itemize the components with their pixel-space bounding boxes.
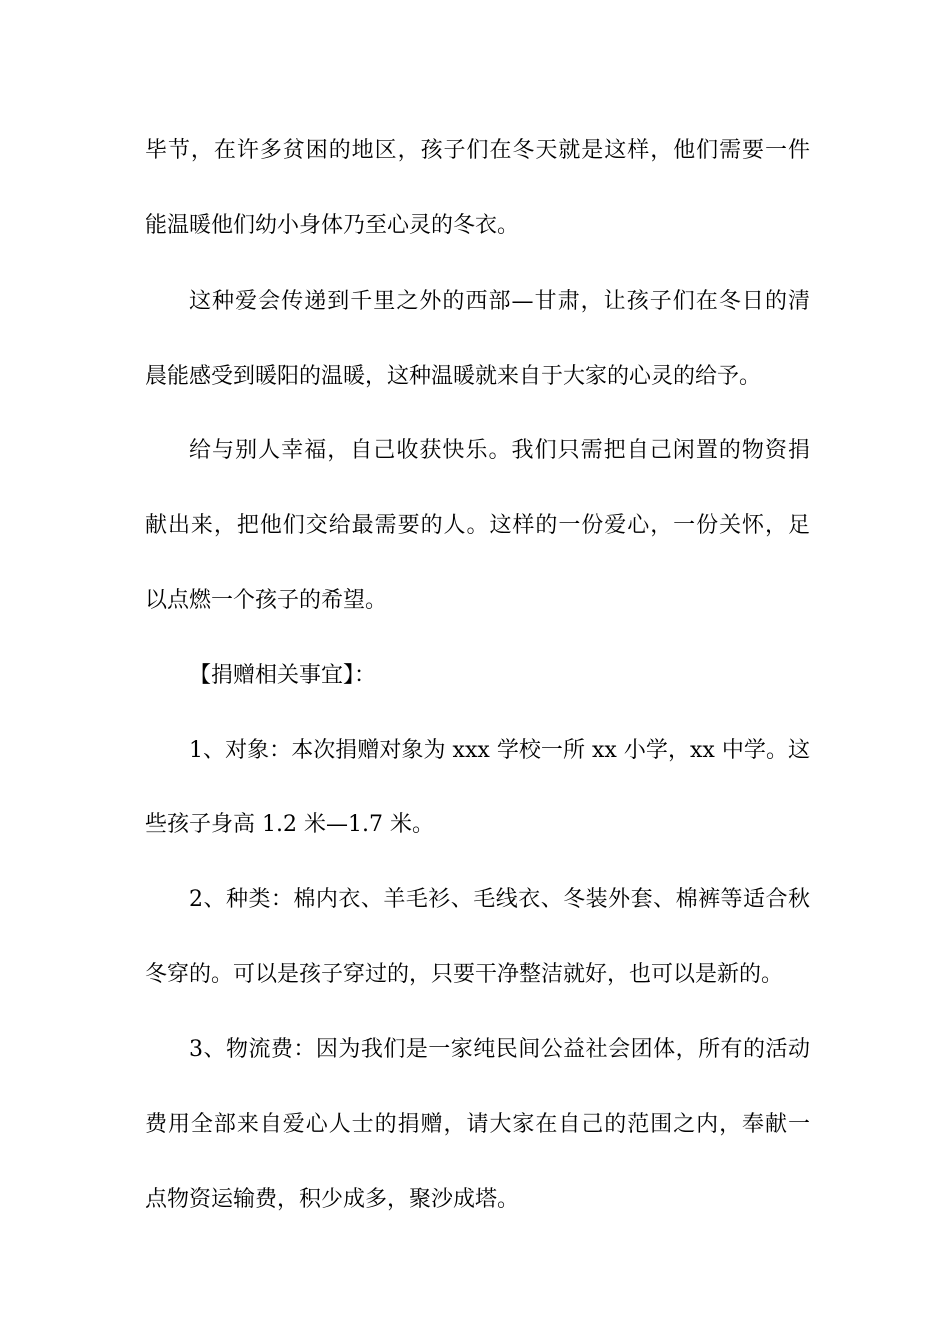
text-line: 以点燃一个孩子的希望。 [145,588,388,613]
text-line: 冬穿的。可以是孩子穿过的，只要干净整洁就好，也可以是新的。 [145,962,784,987]
text-line: 2、种类：棉内衣、羊毛衫、毛线衣、冬装外套、棉裤等适合秋 [189,887,810,912]
text-line: 献出来，把他们交给最需要的人。这样的一份爱心，一份关怀，足 [145,513,810,538]
text-line: 毕节，在许多贫困的地区，孩子们在冬天就是这样，他们需要一件 [145,138,810,163]
text-line: 晨能感受到暖阳的温暖，这种温暖就来自于大家的心灵的给予。 [145,364,762,389]
text-line: 给与别人幸福，自己收获快乐。我们只需把自己闲置的物资捐 [189,438,810,463]
section-heading: 【捐赠相关事宜】： [189,663,377,688]
text-line: 能温暖他们幼小身体乃至心灵的冬衣。 [145,213,520,238]
text-line: 1、对象：本次捐赠对象为 xxx 学校一所 xx 小学，xx 中学。这 [189,738,810,763]
text-line: 些孩子身高 1.2 米—1.7 米。 [145,812,434,837]
text-line: 点物资运输费，积少成多，聚沙成塔。 [145,1187,520,1212]
text-line: 3、物流费：因为我们是一家纯民间公益社会团体，所有的活动 [189,1037,810,1062]
text-line: 这种爱会传递到千里之外的西部—甘肃，让孩子们在冬日的清 [189,289,810,314]
text-line: 费用全部来自爱心人士的捐赠，请大家在自己的范围之内，奉献一 [145,1112,810,1137]
